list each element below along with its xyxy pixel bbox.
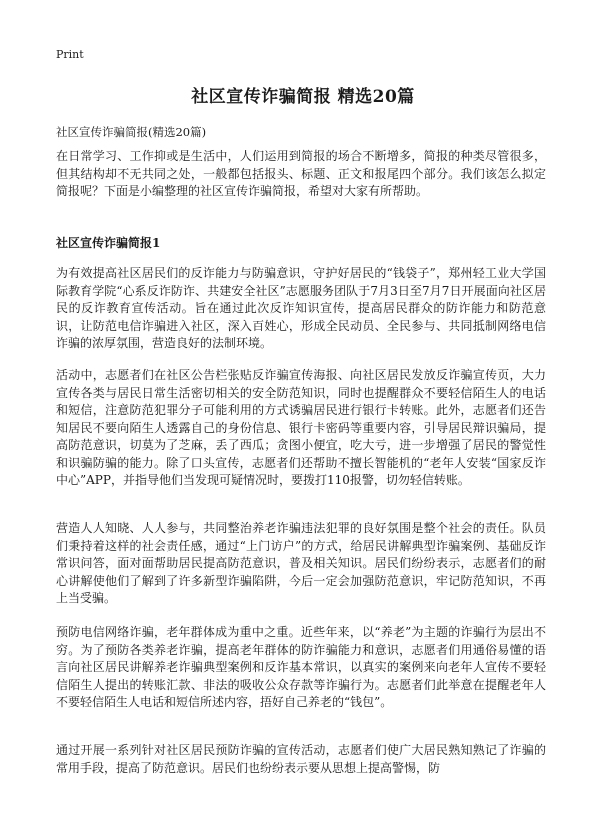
body-paragraph: 营造人人知晓、人人参与，共同整治养老诈骗违法犯罪的良好氛围是整个社会的责任。队员们秉持着这样的社会责任感，通过“上门访户”的方式，给居民讲解典型诈骗案例、基础反诈常识问答，面对面帮助居民提高防范意识，普及相关知识。居民们纷纷表示，志愿者们的耐心讲解使他们了解到了许多新型诈骗陷阱，今后一定会加强防范意识，牢记防范知识，不再上当受骗。 bbox=[56, 521, 546, 605]
section-heading: 社区宣传诈骗简报1 bbox=[56, 236, 161, 250]
body-paragraph: 通过开展一系列针对社区居民预防诈骗的宣传活动，志愿者们使广大居民熟知熟记了诈骗的常用手段，提高了防范意识。居民们也纷纷表示要从思想上提高警惕，防 bbox=[56, 743, 546, 775]
page-title: 社区宣传诈骗简报 精选20篇 bbox=[191, 87, 415, 107]
intro-paragraph: 在日常学习、工作抑或是生活中，人们运用到简报的场合不断增多，简报的种类尽管很多，但其结构却不无共同之处，一般都包括报头、标题、正文和报尾四个部分。我们该怎么拟定简报呢？下面是小编整理的社区宣传诈骗简报，希望对大家有所帮助。 bbox=[56, 149, 546, 198]
body-paragraph: 为有效提高社区居民们的反诈能力与防骗意识，守护好居民的“钱袋子”，郑州轻工业大学国际教育学院“心系反诈防诈、共建安全社区”志愿服务团队于7月3日至7月7日开展面向社区居民的反诈教育宣传活动。旨在通过此次反诈知识宣传，提高居民群众的防诈能力和防范意识，让防范电信诈骗进入社区，深入百姓心，形成全民动员、全民参与、共同抵制网络电信诈骗的浓厚氛围，营造良好的法制环境。 bbox=[56, 266, 546, 350]
document-subtitle: 社区宣传诈骗简报(精选20篇) bbox=[56, 125, 207, 139]
body-paragraph: 预防电信网络诈骗，老年群体成为重中之重。近些年来，以“养老”为主题的诈骗行为层出不穷。为了预防各类养老诈骗，提高老年群体的防诈骗能力和意识，志愿者们用通俗易懂的语言向社区居民讲解养老诈骗典型案例和反诈基本常识，以真实的案例来向老年人宣传不要轻信陌生人提出的转账汇款、非法的吸收公众存款等诈骗行为。志愿者们此举意在提醒老年人不要轻信陌生人电话和短信所述内容，捂好自己养老的“钱包”。 bbox=[56, 625, 546, 709]
body-paragraph: 活动中，志愿者们在社区公告栏张贴反诈骗宣传海报、向社区居民发放反诈骗宣传页，大力宣传各类与居民日常生活密切相关的安全防范知识，同时也提醒群众不要轻信陌生人的电话和短信，注意防范犯罪分子可能利用的方式诱骗居民进行银行卡转账。此外，志愿者们还告知居民不要向陌生人透露自己的身份信息、银行卡密码等重要内容，引导居民辩识骗局，提高防范意识，切莫为了芝麻，丢了西瓜；贪图小便宜，吃大亏，进一步增强了居民的警觉性和识骗防骗的能力。除了口头宣传，志愿者们还帮助不擅长智能机的“老年人安装“国家反诈中心”APP，并指导他们当发现可疑情况时，要拨打110报警，切勿轻信转账。 bbox=[56, 368, 546, 487]
print-label[interactable]: Print bbox=[56, 48, 84, 61]
